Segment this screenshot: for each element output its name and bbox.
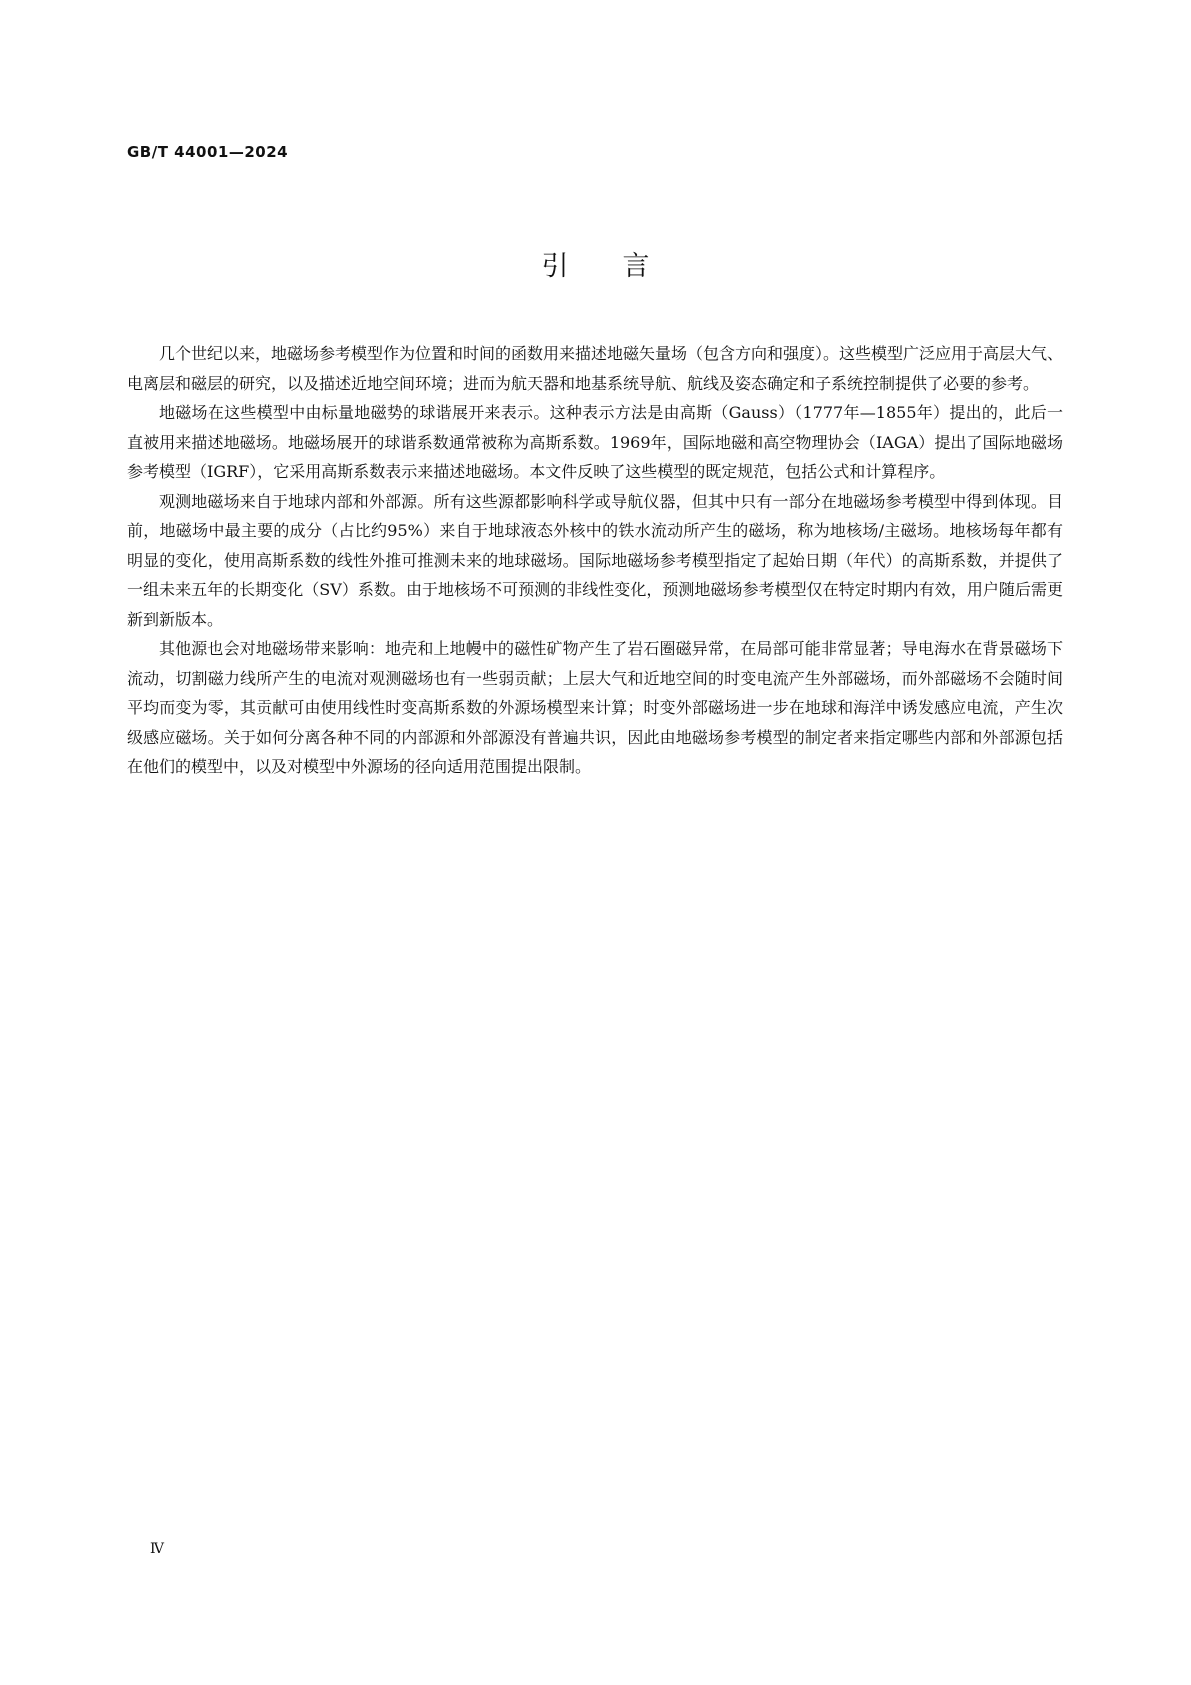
document-code: GB/T 44001—2024 <box>127 143 289 161</box>
page-number: Ⅳ <box>150 1541 164 1557</box>
paragraph-4: 其他源也会对地磁场带来影响：地壳和上地幔中的磁性矿物产生了岩石圈磁异常，在局部可能非常显著；导电海水在背景磁场下流动，切割磁力线所产生的电流对观测磁场也有一些弱贡献；上层大气和近地空间的时变电流产生外部磁场，而外部磁场不会随时间平均而变为零，其贡献可由使用线性时变高斯系数的外源场模型来计算；时变外部磁场进一步在地球和海洋中诱发感应电流，产生次级感应磁场。关于如何分离各种不同的内部源和外部源没有普遍共识，因此由地磁场参考模型的制定者来指定哪些内部和外部源包括在他们的模型中，以及对模型中外源场的径向适用范围提出限制。 <box>127 639 1063 776</box>
page-title: 引言 <box>541 251 704 282</box>
paragraph-3: 观测地磁场来自于地球内部和外部源。所有这些源都影响科学或导航仪器，但其中只有一部分在地磁场参考模型中得到体现。目前，地磁场中最主要的成分（占比约95%）来自于地球液态外核中的铁水流动所产生的磁场，称为地核场/主磁场。地核场每年都有明显的变化，使用高斯系数的线性外推可推测未来的地球磁场。国际地磁场参考模型指定了起始日期（年代）的高斯系数，并提供了一组未来五年的长期变化（SV）系数。由于地核场不可预测的非线性变化，预测地磁场参考模型仅在特定时期内有效，用户随后需更新到新版本。 <box>127 491 1063 629</box>
introduction-body <box>127 339 1063 782</box>
paragraph-2: 地磁场在这些模型中由标量地磁势的球谐展开来表示。这种表示方法是由高斯（Gauss）（1777年—1855年）提出的，此后一直被用来描述地磁场。地磁场展开的球谐系数通常被称为高斯系数。1969年，国际地磁和高空物理协会（IAGA）提出了国际地磁场参考模型（IGRF），它采用高斯系数表示来描述地磁场。本文件反映了这些模型的既定规范，包括公式和计算程序。 <box>127 403 1063 481</box>
paragraph-1: 几个世纪以来，地磁场参考模型作为位置和时间的函数用来描述地磁矢量场（包含方向和强度）。这些模型广泛应用于高层大气、电离层和磁层的研究，以及描述近地空间环境；进而为航天器和地基系统导航、航线及姿态确定和子系统控制提供了必要的参考。 <box>127 344 1064 393</box>
